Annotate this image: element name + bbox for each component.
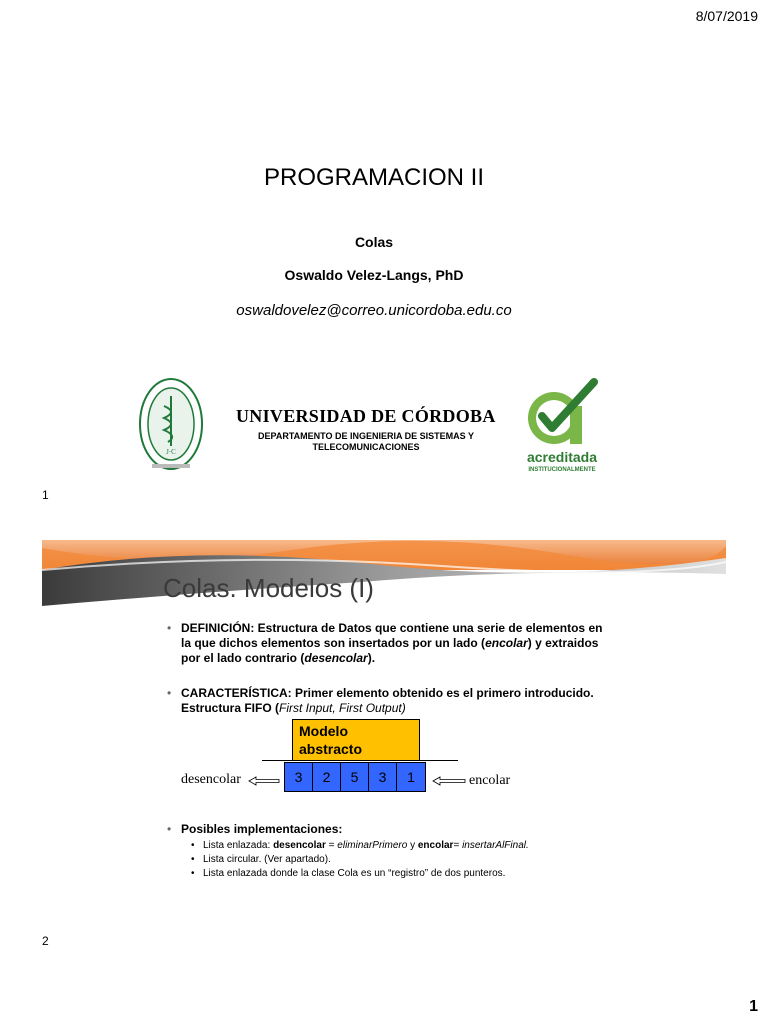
accreditation-subtext: INSTITUCIONALMENTE — [528, 467, 596, 473]
svg-text:J·C: J·C — [166, 448, 176, 456]
bullet-icon: • — [167, 686, 172, 700]
enqueue-arrow-icon — [432, 776, 466, 786]
characteristic-label: CARACTERÍSTICA: — [181, 686, 292, 700]
definition-term-encolar: encolar — [485, 636, 528, 650]
definition-text: Estructura de Datos que contiene una serie de elementos en la que dichos elementos son insertados por un lado ( — [181, 621, 603, 650]
university-name: UNIVERSIDAD DE CÓRDOBA — [236, 406, 496, 426]
page-number: 1 — [749, 998, 758, 1015]
definition-bullet — [167, 621, 607, 666]
slide2-title: Colas. Modelos (I) — [163, 573, 374, 603]
slide1-number: 1 — [42, 488, 49, 502]
queue-cell: 5 — [341, 763, 369, 791]
definition-text: ). — [367, 651, 376, 665]
slide1-subtitle: Colas — [354, 234, 394, 250]
implementations-bullet — [167, 822, 607, 881]
characteristic-bullet — [167, 686, 627, 716]
dequeue-arrow-icon — [248, 776, 280, 786]
dequeue-label: desencolar — [181, 772, 241, 787]
queue-cell: 1 — [397, 763, 425, 791]
definition-label: DEFINICIÓN: — [181, 621, 255, 635]
slide1-author: Oswaldo Velez-Langs, PhD — [284, 267, 464, 283]
characteristic-text: Primer elemento obtenido es el primero introducido. Estructura FIFO ( — [181, 686, 594, 715]
queue-cell: 3 — [369, 763, 397, 791]
queue-diagram — [284, 762, 426, 792]
slide1-email: oswaldovelez@correo.unicordoba.edu.co — [236, 302, 512, 319]
definition-text: ) y extraidos por el lado contrario ( — [181, 636, 599, 665]
bullet-icon: • — [167, 822, 172, 836]
slide1-title: PROGRAMACION II — [263, 164, 485, 191]
implementation-item: • Lista enlazada: desencolar = eliminarPrimero y encolar= insertarAlFinal. — [191, 839, 607, 853]
slide-banner-decoration — [42, 540, 726, 606]
queue-cell: 3 — [285, 763, 313, 791]
accreditation-text: acreditada — [526, 449, 598, 465]
bullet-icon: • — [167, 621, 172, 635]
university-seal-logo — [138, 376, 204, 472]
queue-cell: 2 — [313, 763, 341, 791]
enqueue-label: encolar — [469, 773, 511, 788]
accreditation-logo — [520, 376, 604, 476]
implementation-item: • Lista circular. (Ver apartado). — [191, 853, 607, 867]
fifo-expansion: First Input, First Output) — [279, 701, 406, 715]
slide2-number: 2 — [42, 934, 49, 948]
implementation-item: • Lista enlazada donde la clase Cola es un “registro” de dos punteros. — [191, 867, 607, 881]
definition-term-desencolar: desencolar — [304, 651, 368, 665]
department-name: DEPARTAMENTO DE INGENIERIA DE SISTEMAS Y TELECOMUNICACIONES — [257, 431, 475, 452]
implementations-label: Posibles implementaciones: — [181, 822, 343, 836]
implementations-list — [191, 839, 607, 881]
document-date: 8/07/2019 — [695, 8, 758, 24]
abstract-model-box: Modelo abstracto — [292, 719, 420, 761]
queue-top-line — [262, 760, 458, 761]
